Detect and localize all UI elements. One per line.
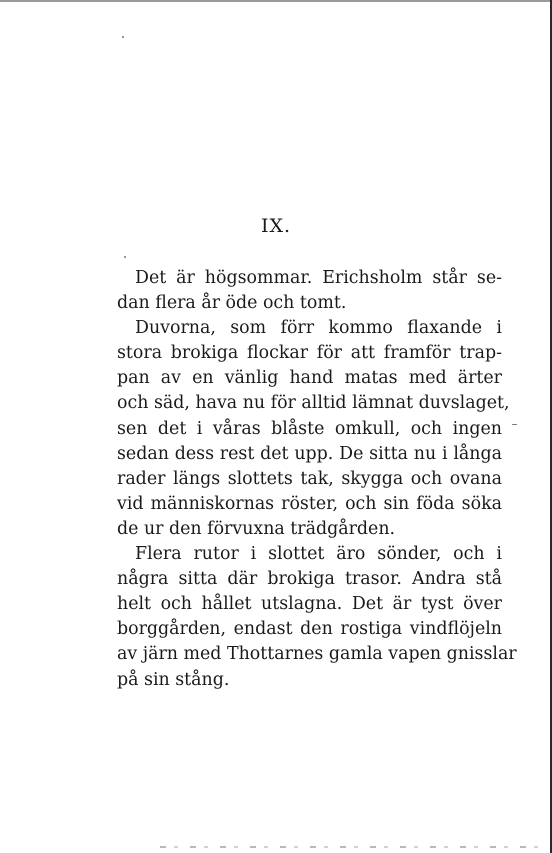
text-line: helt och hållet utslagna. Det är tyst över xyxy=(117,594,502,615)
text-line: stora brokiga flockar för att framför trap- xyxy=(117,343,502,364)
scan-speck xyxy=(122,36,124,38)
paragraph-2 xyxy=(117,316,510,542)
body-text xyxy=(117,266,517,693)
text-line: sedan dess rest det upp. De sitta nu i långa xyxy=(117,443,502,464)
text-line: och säd, hava nu för alltid lämnat duvslaget, xyxy=(117,393,510,414)
text-line: vid människornas röster, och sin föda söka xyxy=(117,493,502,514)
text-line: Duvorna, som förr kommo flaxande i xyxy=(135,318,502,339)
text-line: Flera rutor i slottet äro sönder, och i xyxy=(135,544,502,565)
text-line: rader längs slottets tak, skygga och ovana xyxy=(117,468,502,489)
text-line: Det är högsommar. Erichsholm står se- xyxy=(135,268,502,288)
text-line: pan av en vänlig hand matas med ärter xyxy=(117,368,502,389)
text-line: borggården, endast den rostiga vindflöjeln xyxy=(117,619,502,640)
text-line: dan flera år öde och tomt. xyxy=(117,293,347,314)
text-line: sen det i våras blåste omkull, och ingen xyxy=(117,418,502,439)
paragraph-3 xyxy=(117,542,517,693)
text-line: på sin stång. xyxy=(117,669,230,690)
scan-speck xyxy=(512,424,517,425)
chapter-heading: IX. xyxy=(260,215,292,237)
text-line: av järn med Thottarnes gamla vapen gnisslar xyxy=(117,644,517,665)
text-line: några sitta där brokiga trasor. Andra stå xyxy=(117,569,502,590)
text-line: de ur den förvuxna trädgården. xyxy=(117,518,396,539)
bottom-edge-speckle xyxy=(160,846,540,848)
scan-speck xyxy=(124,256,126,258)
top-edge-rule xyxy=(0,0,552,2)
paragraph-1 xyxy=(117,266,502,316)
